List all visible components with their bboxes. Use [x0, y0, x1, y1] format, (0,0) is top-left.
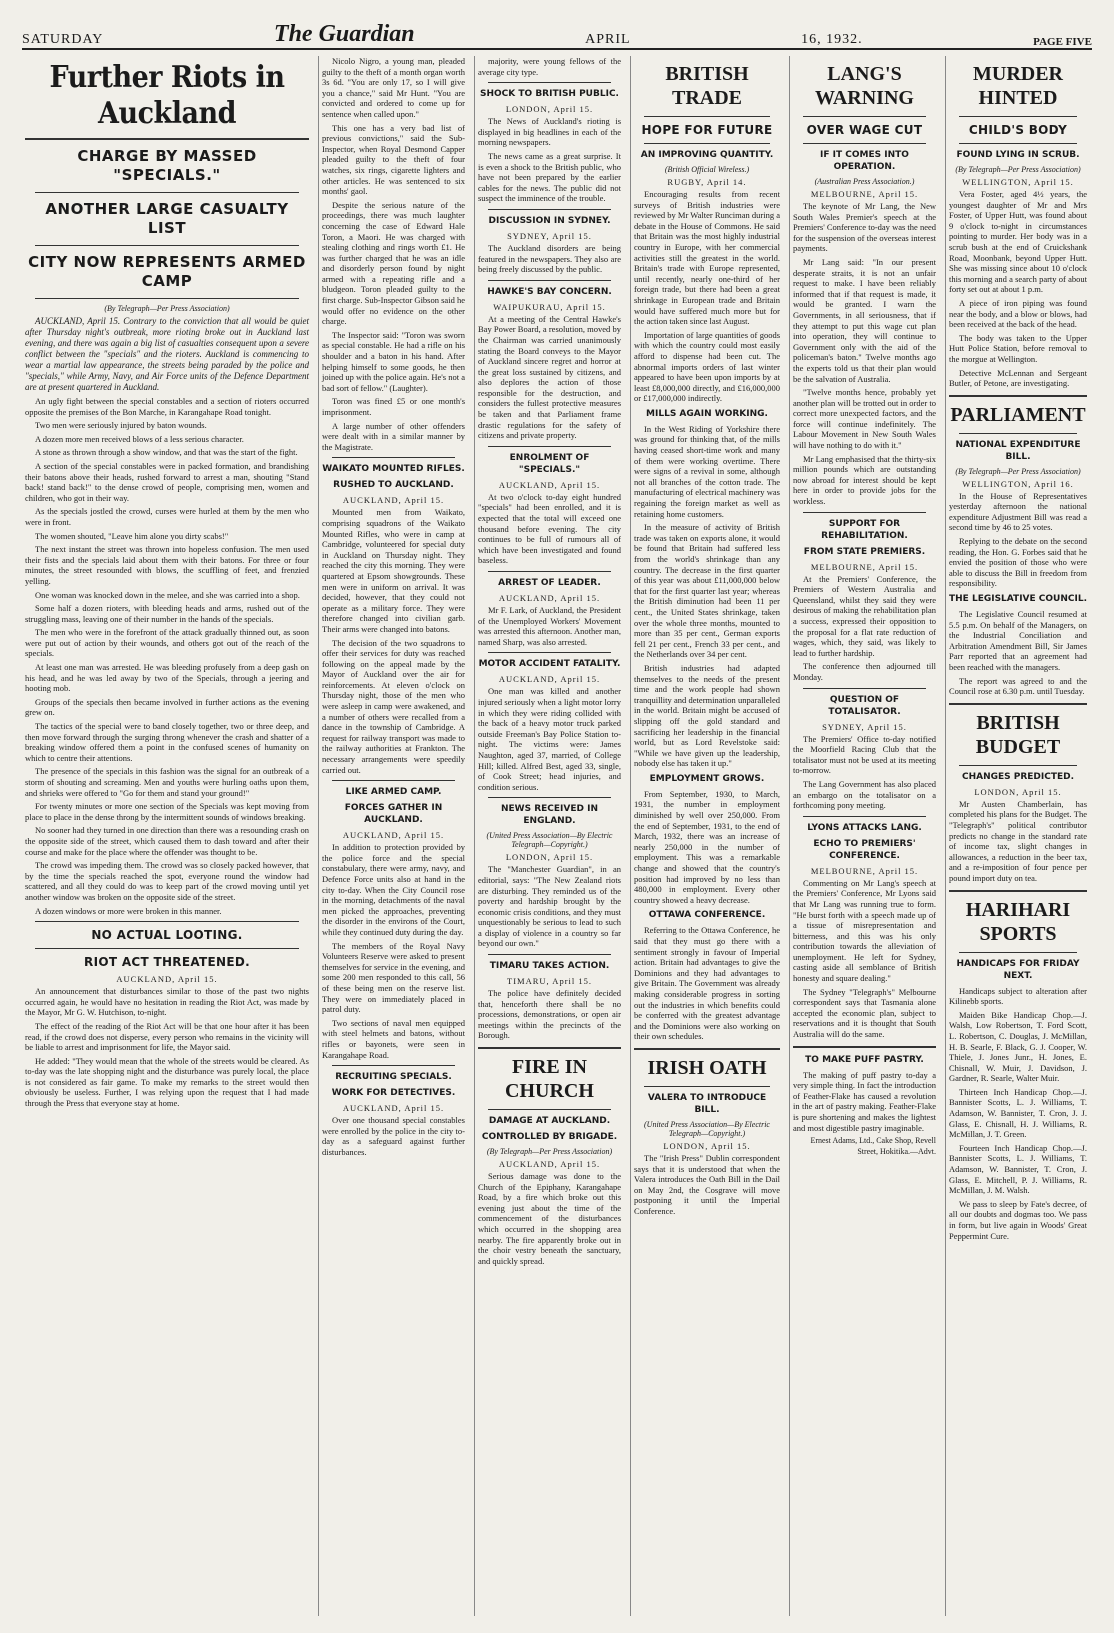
divider — [959, 433, 1077, 434]
lead-headline: Further Riots in Auckland — [49, 60, 285, 131]
dateline: AUCKLAND, April 15. — [498, 1159, 601, 1170]
article-paragraph: The keynote of Mr Lang, the New South Wales Premier's speech at the Premiers' Conference to-day was the need for the suspension of the overseas interest payments. — [793, 201, 936, 254]
divider — [949, 703, 1087, 705]
article-paragraph: A dozen windows or more were broken in this manner. — [35, 905, 222, 916]
divider — [959, 116, 1077, 117]
divider — [35, 948, 299, 949]
divider — [35, 298, 299, 299]
lead-paragraph: AUCKLAND, April 15. Contrary to the conviction that all would be quiet after Thursday night's outbreak, more rioting broke out in Auckland last evening, and there was again a big list of casualties consequent upon a severe conflict between the "specials" and the rioters. Auckland is commencing to wear a martial law appearance, the streets being paraded by the police and "specials," while Army, Navy, and Air Force units of the Defence Department are at present quartered in Auckland. — [25, 316, 309, 392]
article-paragraph: Mr Lang said: "In our present desperate straits, it is not an unfair request to make. I have been reliably informed that if that request is made, it would be granted. I warn the Governments, in all seriousness, that if they attempt to put this wage cut plan into operation, they will continue to Government only with the aid of the policeman's baton." Twelve months ago the experts told us that their plan would be the salvation of Australia. — [793, 256, 936, 384]
article-paragraph: Handicaps subject to alteration after Kilinebb sports. — [949, 985, 1087, 1007]
article-paragraph: Maiden Bike Handicap Chop.—J. Walsh, Low Robertson, T. Ford Scott, L. Robertson, C. Douglas, J. McMillan, H. B. Searle, F. Black, G. J. Cooper, W. Thiele, J. Jones Junr., H. Jones, E. Chisnall, W. Muir, J. Davidson, J. Gardner, R. Searle, Walter Muir. — [949, 1009, 1087, 1084]
subhead-rushed: RUSHED TO AUCKLAND. — [333, 480, 454, 491]
article-paragraph: The men who were in the forefront of the attack gradually thinned out, as soon were put out of action by their wounds, and others got out of the reach of the specials. — [25, 627, 309, 659]
article-paragraph: The Lang Government has also placed an embargo on the totalisator on a forthcoming pony meeting. — [793, 778, 936, 811]
article-paragraph: The crowd was impeding them. The crowd was so closely packed however, that by the time the specials reached the spot, everyone round the window had scattered, and all they could do was to keep part of the crowd moving until yet another window was broken on the opposite side of the street. — [25, 860, 309, 902]
divider — [332, 780, 455, 781]
divider — [332, 457, 455, 458]
article-paragraph: At two o'clock to-day eight hundred "specials" had been enrolled, and it is expected that the total will exceed one thousand before evening. The city continues to be full of rumours all of which have been investigated and found baseless. — [478, 491, 621, 566]
subhead-detectives: WORK FOR DETECTIVES. — [331, 1088, 456, 1099]
headline-british-budget: BRITISH BUDGET — [975, 711, 1061, 758]
dateline: MELBOURNE, April 15. — [810, 561, 919, 572]
divider — [488, 1109, 611, 1110]
article-paragraph: One woman was knocked down in the melee, and she was carried into a shop. — [35, 589, 300, 600]
subhead-expenditure-bill: NATIONAL EXPENDITURE BILL. — [955, 439, 1081, 462]
press-credit: (United Press Association—By Electric Telegraph—Copyright.) — [644, 1119, 770, 1138]
masthead-month: APRIL — [585, 32, 631, 47]
advertisement-credit: Ernest Adams, Ltd., Cake Shop, Revell Street, Hokitika.—Advt. — [810, 1136, 936, 1156]
subhead-valera: VALERA TO INTRODUCE BILL. — [647, 1092, 767, 1115]
article-paragraph: The making of puff pastry to-day a very simple thing. In fact the introduction of Feather-Flake has caused a revolution in the art of pastry making. Feather-Flake is pure shortening and makes the lightest and most digestible pastry imaginable. — [793, 1069, 936, 1133]
divider — [949, 395, 1087, 397]
article-paragraph: Mr F. Lark, of Auckland, the President of the Unemployed Workers' Movement was arrested this afternoon. Another man, named Sharp, was also arrested. — [478, 605, 621, 647]
deck-wage-cut: OVER WAGE CUT — [806, 123, 923, 137]
article-paragraph: Vera Foster, aged 4½ years, the youngest daughter of Mr and Mrs Foster, of Upper Hutt, was found about 9 o'clock to-night in circumstances pointing to murder. Her body was in a scrub bush at the end of Cruickshank Road, Moonbank, beyond Upper Hutt. She was missing since about 10 o'clock this morning and a search party of about forty set out at about 1 p.m. — [949, 189, 1087, 295]
column-british-trade — [630, 56, 783, 1616]
article-paragraph: In the House of Representatives yesterday afternoon the national expenditure Adjustment Bill was read a second time by 46 to 25 votes. — [949, 490, 1087, 533]
subhead-hawkes-bay: HAWKE'S BAY CONCERN. — [487, 286, 612, 297]
subhead-employment: EMPLOYMENT GROWS. — [649, 773, 765, 784]
headline-british-trade: BRITISH TRADE — [665, 63, 749, 109]
article-paragraph: The police have definitely decided that, henceforth there shall be no processions, demonstrations, or open air meetings within the precincts of the Borough. — [478, 988, 621, 1041]
divider — [803, 512, 926, 513]
masthead-date: 16, 1932. — [801, 32, 863, 47]
article-paragraph: The news came as a great surprise. It is even a shock to the British public, who have not been prepared by the earlier cables for the news. The public did not suspect the imminence of the trouble. — [478, 150, 621, 204]
dateline: AUCKLAND, April 15. — [342, 495, 445, 506]
article-paragraph: A piece of iron piping was found near the body, and a blow or blows, had been received at the back of the head. — [949, 297, 1087, 330]
masthead-day: SATURDAY — [22, 32, 104, 47]
press-credit: (United Press Association—By Electric Telegraph—Copyright.) — [486, 831, 613, 850]
article-paragraph: Two men were seriously injured by baton wounds. — [35, 420, 207, 431]
headline-irish-oath: IRISH OATH — [647, 1056, 767, 1079]
subhead-puff-pastry: TO MAKE PUFF PASTRY. — [805, 1054, 924, 1065]
dateline: AUCKLAND, April 15. — [116, 974, 218, 985]
subhead-forces-gather: FORCES GATHER IN AUCKLAND. — [344, 803, 443, 826]
headline-parliament: PARLIAMENT — [950, 403, 1086, 426]
article-paragraph: The "Manchester Guardian", in an editorial, says: "The New Zealand riots are disturbing. They reminded us of the poverty and hardship brought by the economic crisis conditions, and they must unquestionably be serious to lead to such a display of violence in a country so far beyond our own." — [478, 864, 621, 949]
divider — [35, 192, 299, 193]
article-paragraph: Encouraging results from recent surveys of British industries were reviewed by Mr Walter Runciman during a debate in the House of Commons. He said that Britain was the most highly industrial country in Europe, with her commercial activities still the greatest in the world. Britain's trade with Europe represented, until recently, nearly one-third of her foreign trade, but there had been a great shrinkage in European trade and Britain would have suffered much more but for the action taken since last August. — [634, 189, 780, 327]
dateline: LONDON, April 15. — [505, 852, 594, 863]
dateline: RUGBY, April 14. — [667, 177, 747, 187]
subhead-quantity: AN IMPROVING QUANTITY. — [640, 150, 774, 160]
article-paragraph: This one has a very bad list of previous convictions," said the Sub-Inspector, when Royal Desmond Capper pleaded guilty to the theft of four watches, six rings, cigarette lighters and other articles. He was sentenced to six months' gaol. — [322, 122, 465, 197]
article-paragraph: majority, were young fellows of the average city type. — [478, 56, 621, 77]
article-paragraph: Toron was fined £5 or one month's imprisonment. — [322, 396, 465, 417]
article-paragraph: Groups of the specials then became involved in further actions as the evening grew on. — [25, 696, 309, 718]
dateline: LONDON, April 15. — [663, 1140, 751, 1151]
column-riots-auckland — [22, 56, 312, 1616]
dateline: WELLINGTON, April 15. — [962, 177, 1074, 187]
dateline: AUCKLAND, April 15. — [498, 674, 601, 685]
article-paragraph: Importation of large quantities of goods with which the country could most easily afford to dispense had been cut. The abnormal imports orders of last winter appeared to have been upon imports by at least £8,000,000 directly, and £16,000,000 or £17,000,000 indirectly. — [634, 329, 780, 404]
article-paragraph: Nicolo Nigro, a young man, pleaded guilty to the theft of a month organ worth 3s 6d. "You are only 17, so I will give you a chance," said Mr Hunt. "You are convicted and ordered to come up for sentence when called upon." — [322, 56, 465, 119]
press-credit: (Australian Press Association.) — [814, 177, 915, 186]
divider — [793, 1046, 936, 1048]
subhead-sydney: DISCUSSION IN SYDNEY. — [488, 215, 611, 226]
subhead-waikato: WAIKATO MOUNTED RIFLES. — [322, 464, 465, 475]
masthead — [22, 22, 1092, 50]
article-paragraph: Thirteen Inch Handicap Chop.—J. Bannister Scotts, L. J. Williams, T. Adamson, W. Bannister, T. Cron, J. J. Glass, E. Chisnall, H. J. Williams, R. McMillan, J. T. Green. — [949, 1086, 1087, 1140]
article-paragraph: The women shouted, "Leave him alone you dirty scabs!" — [35, 530, 229, 541]
article-paragraph: The presence of the specials in this fashion was the signal for an outbreak of a storm of shouting and screaming. Men and youths were hurling oaths upon them, and shrieks were offered to "Go for them and stand your ground!" — [25, 766, 309, 798]
subhead-lyons: LYONS ATTACKS LANG. — [807, 822, 922, 833]
article-paragraph: Commenting on Mr Lang's speech at the Premiers' Conference, Mr Lyons said that Mr Lang was running true to form. "He burst forth with a speech made up of a tissue of misrepresentation and bitterness, and this was his only contribution towards the alleviation of unemployment. He left for Sydney, casting aside all semblance of British honesty and square dealing." — [793, 877, 936, 984]
subhead-shock: SHOCK TO BRITISH PUBLIC. — [480, 89, 619, 100]
article-paragraph: Mounted men from Waikato, comprising squadrons of the Waikato Mounted Rifles, who were in camp at Cambridge, volunteered for special duty in Auckland on Thursday night. They reached the city this morning. They were quartered at Epsom showgrounds. These men were in uniform on arrival. It was decided, however, that they could not operate as a military force. They were therefore changed into civilian garb. Their arms were changed into batons. — [322, 507, 465, 634]
article-paragraph: For twenty minutes or more one section of the Specials was kept moving from place to place in the dense throng by the intermittent sounds of windows breaking. — [25, 801, 309, 822]
column-court-and-forces — [318, 56, 468, 1616]
divider — [803, 816, 926, 817]
dateline: WAIPUKURAU, April 15. — [493, 301, 606, 312]
subhead-riot-act: RIOT ACT THREATENED. — [84, 955, 250, 970]
subhead-recruiting: RECRUITING SPECIALS. — [335, 1072, 452, 1083]
dateline: LONDON, April 15. — [974, 786, 1062, 797]
article-paragraph: At a meeting of the Central Hawke's Bay Power Board, a resolution, moved by the Chairman was carried unanimously stating the Board conveys to the Mayor of Auckland sincere regret and horror at the great loss sustained by citizens, and also deplores the action of those responsible for the destruction, and considers the fullest protective measures be taken and that Parliament frame drastic regulations for the safety of citizens and private property. — [478, 313, 621, 441]
dateline: AUCKLAND, April 15. — [498, 593, 601, 603]
subhead-handicaps: HANDICAPS FOR FRIDAY NEXT. — [956, 958, 1080, 981]
article-paragraph: The tactics of the special were to band closely together, two or three deep, and then move forward through the surging throng whenever the crash and shatter of a breaking window offered them a point in the confused scenes of humanity on which to centre their attentions. — [25, 721, 309, 763]
subhead-operation: IF IT COMES INTO OPERATION. — [820, 150, 909, 172]
subhead-totalisator: QUESTION OF TOTALISATOR. — [828, 694, 901, 717]
article-paragraph: At the Premiers' Conference, the Premiers of Western Australia and Queensland, whilst they said they were desirous of making the rehabilitation plan a success, expressed their opposition to the proposal for a flat rate reduction of wages, which, they said, was likely to lead to further hardship. — [793, 573, 936, 658]
headline-murder-hinted: MURDER HINTED — [973, 63, 1063, 109]
article-paragraph: A large number of other offenders were dealt with in a similar manner by the Magistrate. — [322, 420, 465, 452]
newspaper-columns — [22, 56, 1092, 1616]
subhead-motor-accident: MOTOR ACCIDENT FATALITY. — [478, 659, 621, 670]
article-paragraph: The next instant the street was thrown into hopeless confusion. The men used their fists and the specials laid about them with their batons. For three or four minutes, the street resounded with blows, the scuffling of feet, and frenzied yelling. — [25, 544, 309, 586]
deck-casualty: ANOTHER LARGE CASUALTY LIST — [45, 200, 289, 237]
subhead-state-premiers: FROM STATE PREMIERS. — [803, 546, 926, 557]
column-murder-parliament — [945, 56, 1090, 1616]
divider — [488, 446, 611, 447]
divider — [478, 1047, 621, 1049]
article-paragraph: A dozen more men received blows of a less serious character. — [35, 433, 244, 444]
article-paragraph: Serious damage was done to the Church of the Epiphany, Karangahape Road, by a fire which broke out this evening just about the time of the commencement of the disturbances which occurred in the shopping area nearby. The fire apparently broke out in the choir vestry beneath the sanctuary, and quickly spread. — [478, 1171, 621, 1266]
subhead-rehabilitation: SUPPORT FOR REHABILITATION. — [821, 518, 908, 541]
article-paragraph: The body was taken to the Upper Hutt Police Station, before removal to the morgue at Wellington. — [949, 332, 1087, 364]
headline-harihari-sports: HARIHARI SPORTS — [965, 898, 1071, 945]
article-paragraph: The members of the Royal Navy Volunteers Reserve were asked to present themselves for service in the evening, and some 200 men responded to this call, 56 of these being men on the reserve list. They were on immediately placed in patrol duty. — [322, 940, 465, 1015]
dateline: TIMARU, April 15. — [507, 976, 592, 987]
article-paragraph: "Twelve months hence, probably yet another plan will be trotted out in order to correct more unexpected factors, and the force will continue indefinitely. The Labour Movement in New South Wales will have nothing to do with it." — [793, 387, 936, 451]
article-paragraph: One man was killed and another injured seriously when a light motor lorry in which they were riding collided with the back of a heavy motor truck parked outside Freeman's Bay Police Station to-night. The victims were: James Naughton, aged 37, married, of College Hill; killed. Alfred Best, aged 33, single, of Cook Street; head injuries, and condition serious. — [478, 686, 621, 792]
article-paragraph: The Sydney "Telegraph's" Melbourne correspondent says that Tasmania alone accepted the economic plan, subject to reservations and it is thought that South Australia will do the same. — [793, 986, 936, 1040]
article-paragraph: An announcement that disturbances similar to those of the past two nights occurred again, he would have no hesitation in reading the Riot Act, was made by the Mayor, Mr G. W. Hutchison, to-night. — [25, 986, 309, 1018]
subhead-controlled: CONTROLLED BY BRIGADE. — [481, 1132, 618, 1143]
article-paragraph: At least one man was arrested. He was bleeding profusely from a deep gash on his head, and he was led away by two of the Specials, through a jeering and hooting mob. — [25, 662, 309, 694]
dateline: MELBOURNE, April 15. — [810, 865, 919, 876]
subhead-england: NEWS RECEIVED IN ENGLAND. — [500, 804, 598, 827]
dateline: WELLINGTON, April 16. — [962, 478, 1074, 489]
dateline: AUCKLAND, April 15. — [342, 1103, 445, 1114]
divider — [35, 245, 299, 246]
subhead-no-looting: NO ACTUAL LOOTING. — [91, 928, 243, 943]
divider — [488, 209, 611, 210]
article-paragraph: As the specials jostled the crowd, curses were hurled at them by the men who were in front. — [25, 506, 309, 527]
subhead-armed-camp: LIKE ARMED CAMP. — [345, 787, 442, 798]
article-paragraph: A stone as thrown through a show window, and that was the start of the fight. — [35, 447, 298, 458]
divider — [25, 138, 309, 140]
article-paragraph: He added: "They would mean that the whole of the streets would be cleared. As to-day was the late shopping night and the disturbance was purely local, the place is not considered as fair game. To make my remarks to the street would then obviously be useless. Further, I was relying upon the request that I had made through the Press that everyone stay at home. — [25, 1055, 309, 1109]
article-paragraph: The Legislative Council resumed at 5.5 p.m. On behalf of the Managers, on the Industrial Conciliation and Arbitration Amendment Bill, Sir James Parr reported that an agreement had been reached with the managers. — [949, 609, 1087, 672]
divider — [803, 688, 926, 689]
article-paragraph: We pass to sleep by Fate's decree, of all our doubts and dogmas too. We pass in form, but live again in Woods' Great Peppermint Cure. — [949, 1198, 1087, 1241]
subhead-timaru: TIMARU TAKES ACTION. — [489, 961, 610, 972]
subhead-arrest: ARREST OF LEADER. — [498, 578, 601, 588]
divider — [803, 143, 926, 144]
subhead-damage: DAMAGE AT AUCKLAND. — [488, 1116, 611, 1127]
article-paragraph: In the measure of activity of British trade was taken on exports alone, it would be found that Britain had suffered less from the world's shrinkage than any country. The decrease in the first quarter of this year was about £11,000,000 below that for the first quarter last year; whereas the British diminution had been 11 per cent., the United States shrinkage, taken over the whole three months, mounted to more than 35 per cent., German exports fell 21 per cent., French 33 per cent., and the Netherlands over 34 per cent. — [634, 522, 780, 660]
subhead-mills: MILLS AGAIN WORKING. — [646, 408, 768, 419]
subhead-echo: ECHO TO PREMIERS' CONFERENCE. — [813, 838, 916, 861]
article-paragraph: Fourteen Inch Handicap Chop.—J. Bannister Scotts, L. J. Williams, T. Adamson, W. Bannister, T. Cron, J. Glass, E. Mitchell, P. J. Williams, R. McMillan, J. M. Walsh. — [949, 1142, 1087, 1196]
press-credit: (By Telegraph—Per Press Association) — [955, 466, 1081, 476]
divider — [959, 143, 1077, 144]
divider — [959, 765, 1077, 766]
article-paragraph: In the West Riding of Yorkshire there was ground for thinking that, of the mills having ceased short-time work and many of them were working overtime. There were signs of a revival in some, although not all branches of the cotton trade. The manufacturing of electrical machinery was regaining the foreign market as well as retaining home customers. — [634, 423, 780, 519]
divider — [803, 116, 926, 117]
article-paragraph: The conference then adjourned till Monday. — [793, 661, 936, 682]
dateline: MELBOURNE, April 15. — [810, 189, 919, 199]
press-credit: (By Telegraph—Per Press Association) — [955, 165, 1081, 174]
article-paragraph: The report was agreed to and the Council rose at 6.30 p.m. until Tuesday. — [949, 675, 1087, 697]
article-paragraph: Two sections of naval men equipped with steel helmets and batons, without rifles or bayonets, were seen in Karangahape Road. — [322, 1017, 465, 1060]
divider — [488, 652, 611, 653]
divider — [35, 921, 299, 922]
article-paragraph: The News of Auckland's rioting is displayed in big headlines in each of the morning newspapers. — [478, 116, 621, 148]
article-paragraph: Some half a dozen rioters, with bleeding heads and arms, rushed out of the struggling mass, leaving one of their number in the hands of the specials. — [25, 603, 309, 624]
headline-langs-warning: LANG'S WARNING — [815, 63, 914, 109]
article-paragraph: The "Irish Press" Dublin correspondent says that it is understood that when the Valera introduces the Oath Bill in the Dail on May 2nd, the Cosgrave will move postponing it until the Imperial Conference. — [634, 1152, 780, 1216]
divider — [488, 571, 611, 572]
divider — [634, 1048, 780, 1050]
column-reactions — [474, 56, 624, 1616]
article-paragraph: The Premiers' Office to-day notified the Moorfield Racing Club that the totalisator must not be used at its meeting to-morrow. — [793, 733, 936, 776]
article-paragraph: British industries had adapted themselves to the needs of the present time and the work people had shown tranquillity and determination unparalleled in the world. Britain might be accused of slipping off the gold standard and sacrificing her leadership in the financial world, but as Lord Revelstoke said: "While we have given up the leadership, nobody else has taken it up." — [634, 662, 780, 769]
article-paragraph: The decision of the two squadrons to offer their services for duty was reached following on the appeal made by the Mayor of Auckland over the air for reinforcements. At eleven o'clock on Thursday night, those of the men who were asleep in camp were awakened, and a number of others were recalled from a dance in the township of Cambridge. A request for railway transport was made to the railway authorities at Frankton. The necessary arrangements were speedily carried out. — [322, 637, 465, 775]
divider — [488, 954, 611, 955]
article-paragraph: Despite the serious nature of the proceedings, there was much laughter concerning the case of Edward Hale Toron, a Maori. He was charged with stealing clothing and rings worth £1. He was further charged that he was an idle and disorderly person found by night armed with a repeating rifle and a bludgeon. Toron pleaded guilty to the first charge. Sub-Inspector Gibson said he would offer no evidence on the other charge. — [322, 199, 465, 327]
divider — [488, 797, 611, 798]
article-paragraph: Detective McLennan and Sergeant Butler, of Petone, are investigating. — [949, 367, 1087, 389]
dateline: SYDNEY, April 15. — [822, 721, 907, 732]
subhead-changes: CHANGES PREDICTED. — [961, 771, 1075, 782]
article-paragraph: Mr Lang emphasised that the thirty-six million pounds which are outstanding now abroad for interest should be kept here in order to provide jobs for the workless. — [793, 453, 936, 507]
press-credit: (British Official Wireless.) — [664, 165, 750, 174]
article-paragraph: The Auckland disorders are being featured in the newspapers. They also are being freely discussed by the public. — [478, 242, 621, 275]
deck-charge: CHARGE BY MASSED "SPECIALS." — [77, 147, 257, 184]
headline-fire-in-church: FIRE IN CHURCH — [505, 1056, 594, 1103]
dateline: AUCKLAND, April 15. — [498, 479, 601, 490]
article-paragraph: In addition to protection provided by the police force and the special constabulary, there were army, navy, and Defence Force units also at hand in the city to-day. When the City Council rose in the morning, detachments of the naval men picked the approaches, preventing the disorder in the environs of the Court, while they continued duty during the day. — [322, 842, 465, 937]
column-langs-warning — [789, 56, 939, 1616]
article-paragraph: The Inspector said: "Toron was sworn as special constable. He had a rifle on his shoulder and a baton in his hand. After helping himself to some goods, he then joined up with the police again. He's not a bad sort of fellow." (Laughter). — [322, 329, 465, 393]
divider — [959, 952, 1077, 953]
divider — [488, 82, 611, 83]
divider — [332, 1065, 455, 1066]
article-paragraph: From September, 1930, to March, 1931, the number in employment diminished by well over 250,000. From the end of September, 1931, to the end of March, 1932, there was an increase of nearly 250,000 in the number of employment. This was a remarkable change and showed that the country's position had improved by no less than 480,000 in employment. Every other country showed a heavy decrease. — [634, 788, 780, 905]
dateline: SYDNEY, April 15. — [507, 230, 592, 241]
subhead-enrolment: ENROLMENT OF "SPECIALS." — [509, 452, 590, 475]
deck-hope: HOPE FOR FUTURE — [641, 123, 773, 137]
divider — [644, 143, 770, 144]
subhead-ottawa: OTTAWA CONFERENCE. — [648, 910, 766, 921]
article-paragraph: A section of the special constables were in packed formation, and brandishing their batons above their heads, rushed forward to arrest a man, shouting "Stand back! stand back!" to the dense crowd of people, comprising men, women and children, who got in their way. — [25, 460, 309, 503]
article-paragraph: No sooner had they turned in one direction than there was a resounding crash on the opposite side of the street, which caused them to dash toward and after their course and make for the place where the offender was thought to be. — [25, 825, 309, 857]
article-paragraph: Mr Austen Chamberlain, has completed his plans for the Budget. The "Telegraph's" political contributor predicts no change in the standard rate of income tax, slight changes in allowances, a reduction in the beer tax, and a re-imposition of four pence per pound import duty on tea. — [949, 798, 1087, 883]
press-credit: (By Telegraph—Per Press Association) — [104, 304, 230, 313]
divider — [488, 280, 611, 281]
subhead-scrub: FOUND LYING IN SCRUB. — [956, 150, 1080, 160]
article-paragraph: Referring to the Ottawa Conference, he said that they must go there with a sentiment strongly in favour of Imperial action. Britain had advantages to give the Dominions and they had advantages to give Britain. The Government was already making considerable progress in sorting out the industries in which benefits could be conferred with the greatest advantage and the Dominions were also working on their own schedules. — [634, 925, 780, 1042]
deck-childs-body: CHILD'S BODY — [968, 123, 1068, 137]
divider — [644, 1086, 770, 1087]
deck-armed-camp: CITY NOW REPRESENTS ARMED CAMP — [28, 253, 306, 290]
article-paragraph: An ugly fight between the special constables and a section of rioters occurred opposite the premises of the Bon Marche, in Karangahape Road tonight. — [25, 396, 309, 417]
subhead-legislative-council: THE LEGISLATIVE COUNCIL. — [949, 594, 1087, 605]
dateline: LONDON, April 15. — [505, 104, 594, 115]
masthead-title: The Guardian — [273, 21, 415, 47]
article-paragraph: Over one thousand special constables were enrolled by the police in the city to-day as a safeguard against further disturbances. — [322, 1115, 465, 1157]
dateline: AUCKLAND, April 15. — [342, 830, 445, 841]
press-credit: (By Telegraph—Per Press Association) — [486, 1147, 613, 1157]
article-paragraph: Replying to the debate on the second reading, the Hon. G. Forbes said that he envied the position of those who were able to discuss the Bill in freedom from responsibility. — [949, 536, 1087, 589]
article-paragraph: The effect of the reading of the Riot Act will be that one hour after it has been read, if the crowd does not disperse, every person who remains in the vicinity will be liable to arrest and imprisonment for life, the Mayor said. — [25, 1020, 309, 1053]
divider — [949, 890, 1087, 892]
divider — [644, 116, 770, 117]
masthead-page-number: PAGE FIVE — [1033, 36, 1092, 48]
